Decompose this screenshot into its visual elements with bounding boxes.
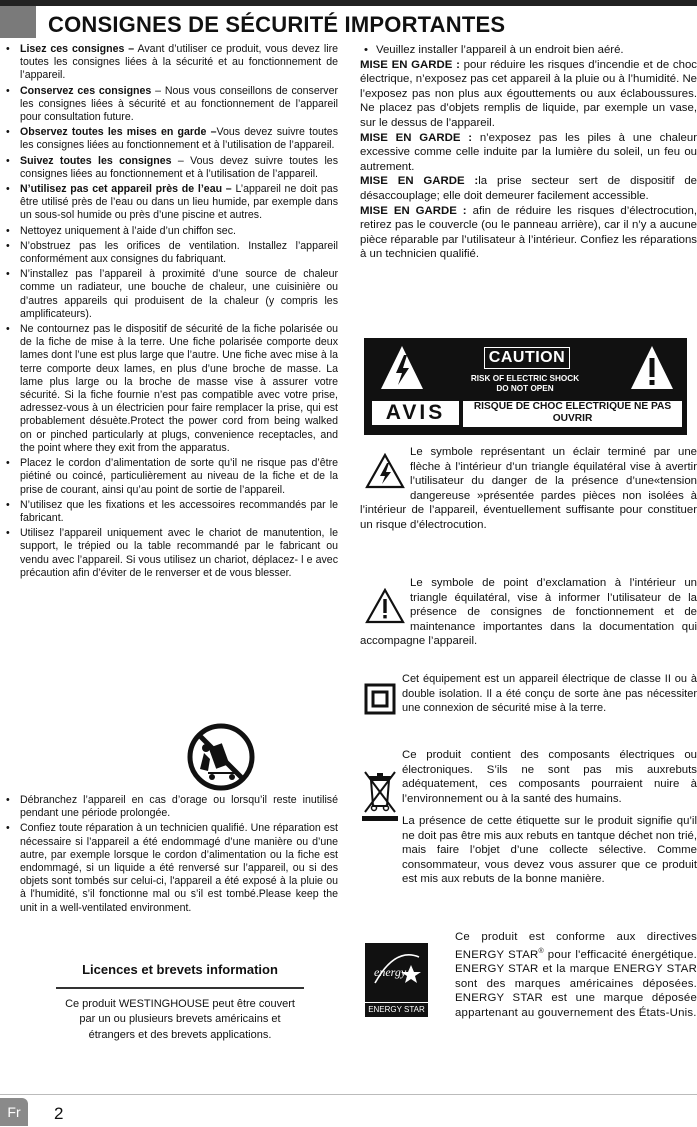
licence-box xyxy=(56,962,304,1043)
caution-word: CAUTION xyxy=(484,347,570,369)
warning-text: afin de réduire les risques d’électrocution, retirez pas le couvercle (ou le panneau arrière), car il n’y a aucune pièce réparable par l’utilisateur à l’intérieur. Confiez les réparations à un technicien qualifié. xyxy=(360,204,697,261)
weee-bin-icon xyxy=(360,768,400,822)
list-item xyxy=(6,794,338,820)
energy-logo-script: energy xyxy=(374,965,407,979)
list-item xyxy=(6,225,338,238)
avis-word: AVIS xyxy=(372,401,459,425)
warning-text: pour réduire les risques d’incendie et de choc électrique, n’exposez pas cet appareil à la pluie ou à l’humidité. Ne l’exposez pas non plus aux égouttements ou aux éclaboussures. Ne placez pas d’objets remplis de liquide, par exemple un vase, sur le dessus de l’appareil. xyxy=(360,58,697,129)
item-text: Ne contournez pas le dispositif de sécurité de la fiche polarisée ou de la fiche de mise à la terre. Une fiche polarisée comporte deux lames dont l’une est plus large que l’autre. Une fiche avec mise à la terre comporte deux lames, en plus d’une broche de masse. La lame plus large ou la broche de masse vise à assurer votre sécurité. Si la fiche fournie n’est pas compatible avec votre prise, adressez-vous à un électricien pour faire remplacer la prise, qui est probablement désuète.Protect the power cord from being walked on or pinched particularly at plugs, convenience receptacles, and the point where they exit from the apparatus. xyxy=(20,323,338,454)
item-text: N’obstruez pas les orifices de ventilation. Installez l’appareil conformément aux consignes du fabriquant. xyxy=(20,239,338,266)
weee-text-2: La présence de cette étiquette sur le produit signifie qu’il ne doit pas être mis aux rebuts en tantque déchet non trié, mais faire l’objet d’une collecte sélective. Comme consommateur, vous devez vous assurer que ce produit est mis aux rebuts de la bonne manière. xyxy=(402,815,697,886)
lightning-icon xyxy=(378,343,426,393)
item-text: Débranchez l’appareil en cas d’orage ou lorsqu’il reste inutilisé pendant une période prolongée. xyxy=(20,794,338,820)
list-item xyxy=(6,126,338,152)
item-heading: Conservez ces consignes xyxy=(20,84,152,97)
ventilation-bullet xyxy=(360,43,697,58)
weee-text-1: Ce produit contient des composants électriques ou électroniques. S’ils ne sont pas mis auxrebuts adéquatement, ces composants pourraient nuire à l’environnement ou à la santé des humains. xyxy=(402,749,697,805)
list-item xyxy=(6,268,338,321)
bullet-glyph: • xyxy=(364,44,368,56)
list-item xyxy=(6,85,338,125)
exclamation-symbol-desc: Le symbole de point d’exclamation à l’intérieur un triangle équilatéral, vise à informer l’utilisateur de la présence de consignes de fonctionnement et de maintenance importantes dans la documentation qui accompagne l’appareil. xyxy=(360,577,697,648)
page-title: CONSIGNES DE SÉCURITÉ IMPORTANTES xyxy=(48,12,506,37)
divider xyxy=(56,987,304,989)
warning-text: la prise secteur sert de dispositif de désaccouplage; elle doit demeurer facilement accessible. xyxy=(360,175,697,202)
float-spacer xyxy=(360,445,410,489)
list-item xyxy=(6,323,338,455)
item-text: – Nous vous conseillons de conserver les consignes liées à sécurité et au fonctionnement de l’appareil pour consultation future. xyxy=(20,84,338,124)
item-heading: Observez toutes les mises en garde – xyxy=(20,126,217,139)
energy-star-icon xyxy=(365,943,428,1001)
warning-paragraph xyxy=(360,131,697,175)
item-heading: N’utilisez pas cet appareil près de l’eau – xyxy=(20,183,232,196)
corner-block xyxy=(0,6,36,38)
licence-text: Ce produit WESTINGHOUSE peut être couvert par un ou plusieurs brevets américains et étrangers et des brevets applications. xyxy=(65,997,295,1041)
lightning-symbol-text xyxy=(360,445,697,533)
warning-heading: MISE EN GARDE : xyxy=(360,58,460,71)
exclamation-icon xyxy=(628,343,676,393)
item-text: N’installez pas l’appareil à proximité d’une source de chaleur comme un radiateur, une bouche de chaleur, une cuisinière ou d’autres appareils qui produisent de la chaleur (y compris les amplificateurs). xyxy=(20,268,338,320)
left-column-cont xyxy=(6,794,338,917)
item-text: – Vous devez suivre toutes les consignes liées au fonctionnement et à l’utilisation de l’appareil. xyxy=(20,154,338,180)
warning-paragraph xyxy=(360,174,697,203)
energy-star-text xyxy=(455,930,697,1020)
warning-text: n’exposez pas les piles à une chaleur excessive comme celle induite par la lumière du soleil, un feu ou autrement. xyxy=(360,131,697,173)
warning-heading: MISE EN GARDE : xyxy=(360,131,473,144)
safety-list xyxy=(6,43,338,580)
page-number: 2 xyxy=(54,1104,64,1123)
safety-list-2 xyxy=(6,794,338,915)
top-bar xyxy=(0,0,697,6)
ventilation-text: Veuillez installer l’appareil à un endroit bien aéré. xyxy=(376,44,624,56)
item-text: Placez le cordon d’alimentation de sorte qu’il ne risque pas d’être piétiné ou coincé, particulièrement au niveau de la fiche et de la prise de courant, ainsi qu’au point de sortie de l’appareil. xyxy=(20,457,338,496)
double-insulation-icon xyxy=(364,683,396,715)
lightning-symbol-desc: Le symbole représentant un éclair terminé par une flèche à l’intérieur d’un triangle équilatéral vise à avertir l’utilisateur du danger de la présence d’une«tension dangereuse »présentée pardes pièces non isolées à l’intérieur de l’appareil, éventuellement suffisante pour constituer un risque d’électrocution. xyxy=(360,446,697,531)
energy-star-logo xyxy=(365,943,428,1017)
list-item xyxy=(6,155,338,181)
item-text: Utilisez l’appareil uniquement avec le chariot de manutention, le support, le trépied ou la table recommandé par le fabricant ou vendu avec l’appareil. Si vous utilisez un chariot, déplacez- l e avec précaution afin d’éviter de le renverser et de vous blesser. xyxy=(20,527,338,579)
warning-paragraph xyxy=(360,58,697,131)
list-item xyxy=(6,183,338,223)
item-text: Vous devez suivre toutes les consignes liées au fonctionnement et à l’utilisation de l’appareil. xyxy=(20,126,338,152)
warning-heading: MISE EN GARDE : xyxy=(360,175,479,188)
registered-mark: ® xyxy=(538,947,544,955)
footer-line xyxy=(0,1094,697,1095)
item-text: N’utilisez que les fixations et les accessoires recommandés par le fabricant. xyxy=(20,498,338,524)
list-item xyxy=(6,43,338,83)
list-item xyxy=(6,457,338,497)
language-tab: Fr xyxy=(0,1098,28,1126)
licence-title: Licences et brevets information xyxy=(82,962,278,977)
item-text: L’appareil ne doit pas être utilisé près de l’eau ou dans un lieu humide, par exemple dans un sous-sol humide ou près d’une piscine et autres. xyxy=(20,183,338,222)
energy-text-a: Ce produit est conforme aux directives ENERGY STAR xyxy=(455,931,697,961)
exclamation-symbol-text xyxy=(360,576,697,649)
item-text: Avant d’utiliser ce produit, vous devez lire toutes les consignes liées à la sécurité et au fonctionnement de l’appareil. xyxy=(20,43,338,82)
list-item xyxy=(6,527,338,580)
class2-text: Cet équipement est un appareil électrique de classe II ou à double isolation. Il a été conçu de sorte àne pas nécessiter une connexion de sécurité mise à la terre. xyxy=(402,673,697,715)
avis-text: RISQUE DE CHOC ELECTRIQUE NE PAS OUVRIR xyxy=(463,401,682,427)
item-text: Nettoyez uniquement à l’aide d’un chiffon sec. xyxy=(20,224,236,237)
left-column xyxy=(6,43,338,582)
float-spacer xyxy=(360,576,410,634)
warning-heading: MISE EN GARDE : xyxy=(360,204,467,217)
warning-paragraph xyxy=(360,204,697,262)
caution-risk xyxy=(458,374,592,394)
list-item xyxy=(6,822,338,914)
warnings xyxy=(360,58,697,262)
item-heading: Suivez toutes les consignes xyxy=(20,154,172,167)
list-item xyxy=(6,499,338,525)
item-text: Confiez toute réparation à un technicien qualifié. Une réparation est nécessaire si l’appareil a été endommagé d’une manière ou d’une autre, par exemple lorsque le cordon d’alimentation ou la fiche est endommagé, si un liquide a été renversé sur l’appareil, ou si des objets sont tombés sur celui-ci, l'appareil a été exposé à la pluie ou à l'humidité, s’il fonctionne mal ou s’il est tombé.Please keep the unit in a well-ventilated environment. xyxy=(20,822,338,914)
cart-tipover-icon xyxy=(184,723,258,791)
energy-text-b: pour l'efficacité énergétique. ENERGY STAR et la marque ENERGY STAR sont des marques américaines déposées. ENERGY STAR est une marque déposée appartenant au gouvernement des États-Unis. xyxy=(455,948,697,1019)
risk-line-2: DO NOT OPEN xyxy=(496,384,554,393)
risk-line-1: RISK OF ELECTRIC SHOCK xyxy=(470,374,580,383)
energy-star-label: ENERGY STAR xyxy=(365,1002,428,1017)
right-column xyxy=(360,43,697,262)
list-item xyxy=(6,240,338,266)
item-heading: Lisez ces consignes – xyxy=(20,43,135,55)
